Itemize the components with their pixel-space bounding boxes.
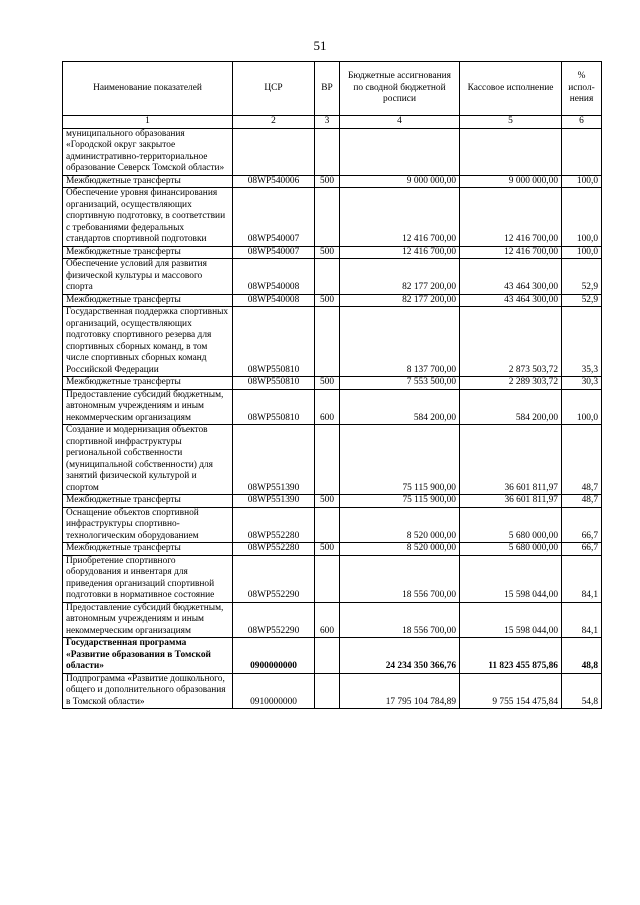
row-name: Обеспечение уровня финансирования организаций, осуществляющих спортивную подготовку, в соответствии с требованиями федеральных стандартов спортивной подготовки [63,188,233,247]
row-vr-code [315,638,340,674]
row-name: Межбюджетные трансферты [63,246,233,259]
row-execution-amount: 2 289 303,72 [460,377,562,390]
table-row [63,555,602,602]
row-budget-amount [340,128,460,175]
header-name: Наименование показателей [63,62,233,116]
row-name: Межбюджетные трансферты [63,294,233,307]
column-number: 1 [63,116,233,129]
row-vr-code: 500 [315,377,340,390]
row-name: Предоставление субсидий бюджетным, автономным учреждениям и иным некоммерческим организациям [63,389,233,425]
row-csr-code: 08WP551390 [233,495,315,508]
row-execution-percent: 52,9 [562,259,602,295]
row-vr-code [315,555,340,602]
row-vr-code [315,425,340,495]
table-row [63,259,602,295]
row-name: Предоставление субсидий бюджетным, автономным учреждениям и иным некоммерческим организациям [63,602,233,638]
row-execution-percent: 100,0 [562,389,602,425]
row-vr-code: 500 [315,294,340,307]
row-execution-percent: 100,0 [562,188,602,247]
row-budget-amount: 18 556 700,00 [340,602,460,638]
row-execution-percent: 66,7 [562,543,602,556]
row-budget-amount: 12 416 700,00 [340,246,460,259]
row-name: Межбюджетные трансферты [63,495,233,508]
row-execution-percent: 100,0 [562,246,602,259]
page-number: 51 [313,38,327,53]
row-execution-percent: 52,9 [562,294,602,307]
table-row [63,294,602,307]
table-row [63,188,602,247]
row-csr-code: 08WP540006 [233,175,315,188]
row-csr-code: 08WP552290 [233,602,315,638]
row-name: Государственная программа «Развитие образования в Томской области» [63,638,233,674]
row-execution-amount: 36 601 811,97 [460,425,562,495]
row-vr-code: 500 [315,175,340,188]
row-execution-percent: 48,8 [562,638,602,674]
row-vr-code [315,259,340,295]
row-budget-amount: 7 553 500,00 [340,377,460,390]
row-csr-code: 0910000000 [233,673,315,709]
row-vr-code [315,507,340,543]
row-csr-code: 08WP540007 [233,188,315,247]
table-header-row [63,62,602,116]
row-csr-code: 08WP550810 [233,389,315,425]
row-execution-amount: 15 598 044,00 [460,555,562,602]
row-name: Приобретение спортивного оборудования и инвентаря для приведения организаций спортивной подготовки в нормативное состояние [63,555,233,602]
row-vr-code [315,188,340,247]
table-row [63,425,602,495]
row-execution-percent: 66,7 [562,507,602,543]
header-percent: % испол-нения [562,62,602,116]
row-budget-amount: 24 234 350 366,76 [340,638,460,674]
row-csr-code: 08WP551390 [233,425,315,495]
row-csr-code [233,128,315,175]
row-csr-code: 08WP540008 [233,294,315,307]
row-execution-amount: 43 464 300,00 [460,294,562,307]
table-row [63,507,602,543]
row-vr-code: 500 [315,246,340,259]
row-csr-code: 0900000000 [233,638,315,674]
row-execution-amount: 9 755 154 475,84 [460,673,562,709]
row-execution-percent [562,128,602,175]
row-name: Межбюджетные трансферты [63,175,233,188]
table-row [63,638,602,674]
row-execution-percent: 48,7 [562,425,602,495]
header-execution: Кассовое исполнение [460,62,562,116]
row-name: Создание и модернизация объектов спортивной инфраструктуры региональной собственности (муниципальной собственности) для занятий физической культурой и спортом [63,425,233,495]
row-vr-code: 600 [315,389,340,425]
row-budget-amount: 8 137 700,00 [340,307,460,377]
row-name: муниципального образования «Городской округ закрытое административно-территориальное образование Северск Томской области» [63,128,233,175]
row-vr-code: 500 [315,543,340,556]
row-csr-code: 08WP550810 [233,377,315,390]
row-budget-amount: 17 795 104 784,89 [340,673,460,709]
header-csr: ЦСР [233,62,315,116]
header-vr: ВР [315,62,340,116]
table-row [63,543,602,556]
row-execution-amount: 12 416 700,00 [460,246,562,259]
row-execution-percent: 54,8 [562,673,602,709]
row-csr-code: 08WP540007 [233,246,315,259]
table-row [63,128,602,175]
column-number-row [63,116,602,129]
row-vr-code: 600 [315,602,340,638]
row-name: Обеспечение условий для развития физической культуры и массового спорта [63,259,233,295]
row-csr-code: 08WP540008 [233,259,315,295]
row-execution-amount: 2 873 503,72 [460,307,562,377]
row-vr-code [315,673,340,709]
row-execution-percent: 84,1 [562,555,602,602]
row-vr-code [315,128,340,175]
row-csr-code: 08WP552290 [233,555,315,602]
row-execution-amount: 36 601 811,97 [460,495,562,508]
row-execution-amount: 12 416 700,00 [460,188,562,247]
row-budget-amount: 18 556 700,00 [340,555,460,602]
row-budget-amount: 75 115 900,00 [340,495,460,508]
row-budget-amount: 9 000 000,00 [340,175,460,188]
row-execution-amount: 11 823 455 875,86 [460,638,562,674]
row-csr-code: 08WP550810 [233,307,315,377]
row-budget-amount: 82 177 200,00 [340,294,460,307]
row-execution-percent: 35,3 [562,307,602,377]
row-vr-code: 500 [315,495,340,508]
row-execution-amount: 584 200,00 [460,389,562,425]
column-number: 3 [315,116,340,129]
row-execution-amount: 9 000 000,00 [460,175,562,188]
column-number: 2 [233,116,315,129]
row-name: Государственная поддержка спортивных организаций, осуществляющих подготовку спортивного резерва для спортивных сборных команд, в том числе спортивных сборных команд Российской Федерации [63,307,233,377]
table-row [63,307,602,377]
column-number: 6 [562,116,602,129]
column-number: 5 [460,116,562,129]
row-execution-amount: 15 598 044,00 [460,602,562,638]
table-row [63,175,602,188]
row-name: Межбюджетные трансферты [63,377,233,390]
row-budget-amount: 12 416 700,00 [340,188,460,247]
table-row [63,602,602,638]
table-body [63,128,602,709]
row-execution-amount: 5 680 000,00 [460,507,562,543]
row-vr-code [315,307,340,377]
row-execution-amount [460,128,562,175]
table-row [63,495,602,508]
row-name: Оснащение объектов спортивной инфраструктуры спортивно-технологическим оборудованием [63,507,233,543]
row-budget-amount: 82 177 200,00 [340,259,460,295]
table-row [63,673,602,709]
row-execution-amount: 43 464 300,00 [460,259,562,295]
header-budget: Бюджетные ассигнования по сводной бюджетной росписи [340,62,460,116]
table-row [63,389,602,425]
row-budget-amount: 75 115 900,00 [340,425,460,495]
table-row [63,377,602,390]
row-name: Подпрограмма «Развитие дошкольного, общего и дополнительного образования в Томской области» [63,673,233,709]
row-execution-percent: 30,3 [562,377,602,390]
row-budget-amount: 584 200,00 [340,389,460,425]
row-execution-percent: 84,1 [562,602,602,638]
row-execution-percent: 48,7 [562,495,602,508]
row-execution-percent: 100,0 [562,175,602,188]
row-budget-amount: 8 520 000,00 [340,507,460,543]
row-budget-amount: 8 520 000,00 [340,543,460,556]
table-row [63,246,602,259]
row-csr-code: 08WP552280 [233,507,315,543]
row-name: Межбюджетные трансферты [63,543,233,556]
row-csr-code: 08WP552280 [233,543,315,556]
budget-execution-table [62,61,602,709]
column-number: 4 [340,116,460,129]
row-execution-amount: 5 680 000,00 [460,543,562,556]
